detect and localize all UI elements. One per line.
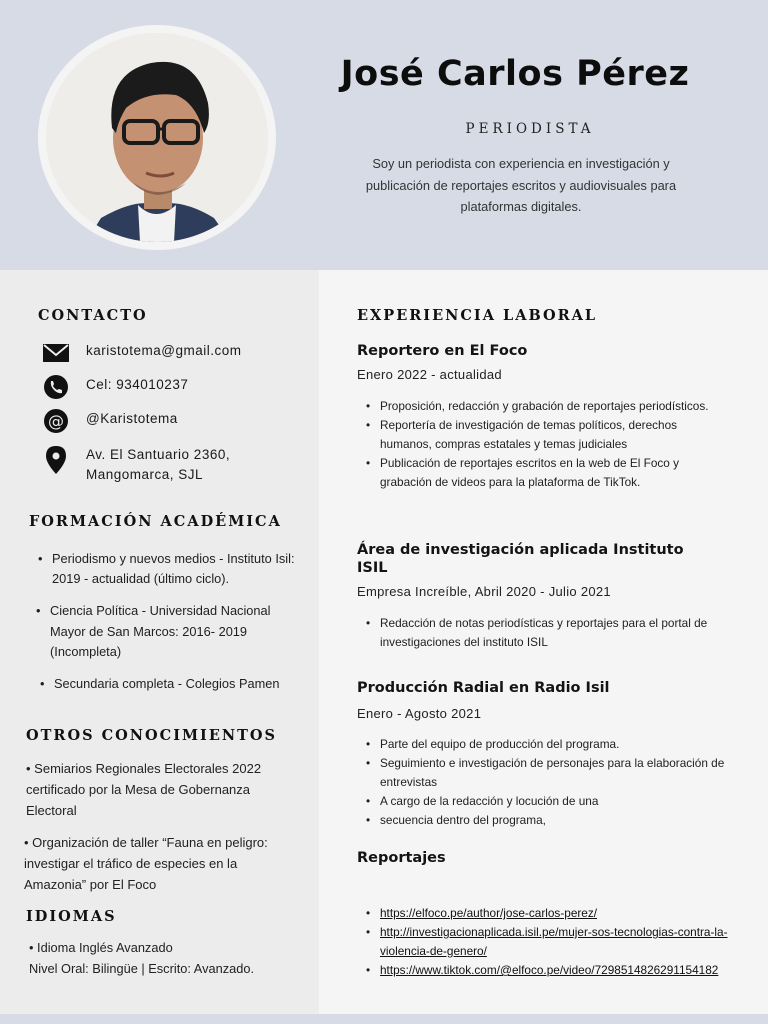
job-bullets — [380, 735, 730, 830]
reports-heading: Reportajes — [357, 850, 446, 866]
at-icon — [42, 409, 70, 433]
education-list — [54, 674, 284, 694]
portrait-illustration — [46, 33, 268, 242]
education-heading: FORMACIÓN ACADÉMICA — [29, 513, 282, 530]
contact-phone: Cel: 934010237 — [86, 377, 189, 392]
job-date: Empresa Increíble, Abril 2020 - Julio 2021 — [357, 584, 611, 599]
profile-summary: Soy un periodista con experiencia en investigación y publicación de reportajes escritos y audiovisuales para plataformas digitales. — [365, 156, 677, 214]
job-bullet: • Publicación de reportajes escritos en la web de El Foco y grabación de videos para la plataforma de TikTok. — [380, 454, 730, 492]
other-knowledge-item: • Semiarios Regionales Electorales 2022 certificado por la Mesa de Gobernanza Electoral — [26, 761, 262, 818]
contact-email-row — [42, 341, 242, 365]
job-title: Reportero en El Foco — [357, 343, 528, 359]
other-knowledge-item: • Organización de taller “Fauna en peligro: investigar el tráfico de especies en la Amazonia” por El Foco — [24, 835, 268, 892]
language-item: • Idioma Inglés Avanzado — [29, 940, 173, 955]
contact-social: @Karistotema — [86, 411, 178, 426]
languages-heading: IDIOMAS — [26, 908, 117, 925]
job-bullet: • Reportería de investigación de temas políticos, derechos humanos, compras estatales y temas judiciales — [380, 416, 730, 454]
education-list — [50, 601, 300, 663]
report-link[interactable]: • https://www.tiktok.com/@elfoco.pe/video/7298514826291154182 — [380, 961, 730, 980]
education-item: • Periodismo y nuevos medios - Instituto Isil: 2019 - actualidad (último ciclo). — [52, 549, 302, 589]
job-title: Área de investigación aplicada Instituto ISIL — [357, 542, 684, 576]
candidate-name: José Carlos Pérez — [340, 54, 690, 94]
address-line-2: Mangomarca, SJL — [86, 467, 204, 482]
phone-icon — [42, 375, 70, 399]
job-bullets — [380, 614, 730, 652]
address-line-1: Av. El Santuario 2360, — [86, 447, 231, 462]
language-level: Nivel Oral: Bilingüe | Escrito: Avanzado. — [29, 961, 255, 976]
contact-email[interactable]: karistotema@gmail.com — [86, 343, 242, 358]
reports-links — [380, 904, 730, 980]
job-bullets — [380, 397, 730, 492]
education-list — [52, 549, 302, 589]
contact-address-row — [42, 445, 230, 485]
job-bullet: • Seguimiento e investigación de personajes para la elaboración de entrevistas — [380, 754, 730, 792]
education-item: • Secundaria completa - Colegios Pamen — [54, 674, 284, 694]
location-pin-icon — [42, 445, 70, 475]
job-bullet: • Parte del equipo de producción del programa. — [380, 735, 730, 754]
job-date: Enero 2022 - actualidad — [357, 367, 502, 382]
contact-phone-row — [42, 375, 188, 399]
report-link[interactable]: • https://elfoco.pe/author/jose-carlos-perez/ — [380, 904, 730, 923]
contact-social-row — [42, 409, 178, 433]
job-bullet: • A cargo de la redacción y locución de una — [380, 792, 730, 811]
education-item: • Ciencia Política - Universidad Nacional Mayor de San Marcos: 2016- 2019 (Incompleta) — [50, 601, 300, 663]
contact-address — [86, 445, 230, 485]
svg-text:@: @ — [48, 411, 64, 431]
experience-heading: EXPERIENCIA LABORAL — [357, 307, 598, 324]
job-bullet: • Proposición, redacción y grabación de reportajes periodísticos. — [380, 397, 730, 416]
contact-heading: CONTACTO — [38, 307, 148, 324]
profile-photo-frame — [38, 25, 276, 250]
profile-photo — [46, 33, 268, 242]
job-role: PERIODISTA — [465, 121, 595, 137]
bottom-strip — [0, 1014, 768, 1024]
envelope-icon — [42, 341, 70, 365]
report-link[interactable]: • http://investigacionaplicada.isil.pe/mujer-sos-tecnologias-contra-la-violencia-de-genero/ — [380, 923, 730, 961]
other-knowledge-heading: OTROS CONOCIMIENTOS — [26, 727, 278, 744]
job-title: Producción Radial en Radio Isil — [357, 680, 610, 696]
job-bullet: • secuencia dentro del programa, — [380, 811, 730, 830]
job-date: Enero - Agosto 2021 — [357, 706, 482, 721]
job-bullet: • Redacción de notas periodísticas y reportajes para el portal de investigaciones del instituto ISIL — [380, 614, 730, 652]
